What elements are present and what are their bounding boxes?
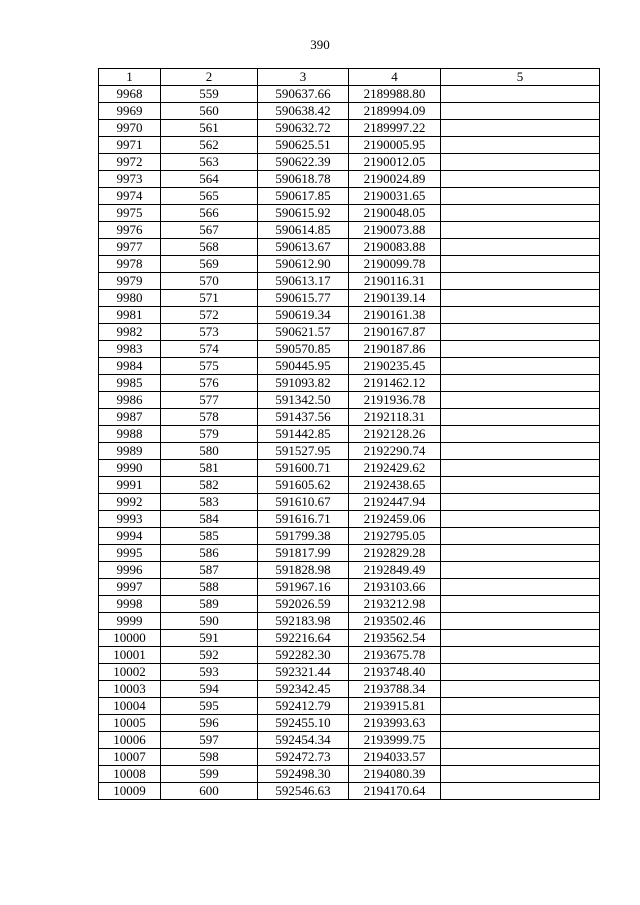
col-3-cell: 591442.85 (258, 426, 349, 443)
col-4-cell: 2193748.40 (349, 664, 441, 681)
col-1-cell: 10007 (99, 749, 161, 766)
col-1-cell: 9970 (99, 120, 161, 137)
col-5-cell (441, 358, 600, 375)
column-header-4: 4 (349, 69, 441, 86)
col-2-cell: 584 (161, 511, 258, 528)
col-4-cell: 2193212.98 (349, 596, 441, 613)
col-1-cell: 9993 (99, 511, 161, 528)
table-row (99, 579, 600, 596)
table-row (99, 154, 600, 171)
col-3-cell: 592321.44 (258, 664, 349, 681)
col-1-cell: 9984 (99, 358, 161, 375)
table-row (99, 732, 600, 749)
col-1-cell: 10006 (99, 732, 161, 749)
col-3-cell: 590570.85 (258, 341, 349, 358)
col-5-cell (441, 664, 600, 681)
col-2-cell: 574 (161, 341, 258, 358)
column-header-2: 2 (161, 69, 258, 86)
col-2-cell: 587 (161, 562, 258, 579)
col-3-cell: 590638.42 (258, 103, 349, 120)
page-number: 390 (310, 37, 330, 52)
col-4-cell: 2193103.66 (349, 579, 441, 596)
col-3-cell: 591600.71 (258, 460, 349, 477)
col-4-cell: 2194080.39 (349, 766, 441, 783)
col-4-cell: 2192447.94 (349, 494, 441, 511)
col-3-cell: 590615.77 (258, 290, 349, 307)
table-row (99, 290, 600, 307)
col-1-cell: 10003 (99, 681, 161, 698)
table-row (99, 341, 600, 358)
col-2-cell: 561 (161, 120, 258, 137)
col-4-cell: 2193788.34 (349, 681, 441, 698)
col-5-cell (441, 562, 600, 579)
table-row (99, 358, 600, 375)
col-3-cell: 591610.67 (258, 494, 349, 511)
col-2-cell: 578 (161, 409, 258, 426)
col-4-cell: 2190235.45 (349, 358, 441, 375)
col-5-cell (441, 290, 600, 307)
table-row (99, 409, 600, 426)
col-2-cell: 583 (161, 494, 258, 511)
col-4-cell: 2192459.06 (349, 511, 441, 528)
col-1-cell: 10009 (99, 783, 161, 800)
table-body (99, 69, 600, 800)
col-1-cell: 9994 (99, 528, 161, 545)
col-2-cell: 588 (161, 579, 258, 596)
col-3-cell: 590621.57 (258, 324, 349, 341)
col-5-cell (441, 681, 600, 698)
col-4-cell: 2192128.26 (349, 426, 441, 443)
col-1-cell: 9990 (99, 460, 161, 477)
col-3-cell: 591437.56 (258, 409, 349, 426)
col-4-cell: 2192429.62 (349, 460, 441, 477)
col-2-cell: 570 (161, 273, 258, 290)
col-3-cell: 591828.98 (258, 562, 349, 579)
col-4-cell: 2193562.54 (349, 630, 441, 647)
col-4-cell: 2190099.78 (349, 256, 441, 273)
table-row (99, 120, 600, 137)
col-2-cell: 571 (161, 290, 258, 307)
col-4-cell: 2193915.81 (349, 698, 441, 715)
col-3-cell: 592498.30 (258, 766, 349, 783)
col-1-cell: 9976 (99, 222, 161, 239)
table-row (99, 222, 600, 239)
col-3-cell: 592454.34 (258, 732, 349, 749)
col-4-cell: 2190012.05 (349, 154, 441, 171)
col-3-cell: 590622.39 (258, 154, 349, 171)
table-row (99, 426, 600, 443)
col-5-cell (441, 409, 600, 426)
table-header-row (99, 69, 600, 86)
table-row (99, 698, 600, 715)
table-row (99, 613, 600, 630)
col-4-cell: 2190139.14 (349, 290, 441, 307)
col-1-cell: 9988 (99, 426, 161, 443)
col-5-cell (441, 630, 600, 647)
col-1-cell: 9969 (99, 103, 161, 120)
col-2-cell: 568 (161, 239, 258, 256)
col-1-cell: 9981 (99, 307, 161, 324)
table-row (99, 443, 600, 460)
col-3-cell: 591799.38 (258, 528, 349, 545)
table-row (99, 188, 600, 205)
col-1-cell: 9997 (99, 579, 161, 596)
table-row (99, 137, 600, 154)
col-3-cell: 590617.85 (258, 188, 349, 205)
column-header-3: 3 (258, 69, 349, 86)
col-5-cell (441, 749, 600, 766)
col-2-cell: 600 (161, 783, 258, 800)
col-2-cell: 589 (161, 596, 258, 613)
table-row (99, 528, 600, 545)
col-2-cell: 565 (161, 188, 258, 205)
col-4-cell: 2190116.31 (349, 273, 441, 290)
col-4-cell: 2192290.74 (349, 443, 441, 460)
col-2-cell: 598 (161, 749, 258, 766)
col-4-cell: 2190083.88 (349, 239, 441, 256)
col-3-cell: 590613.17 (258, 273, 349, 290)
col-3-cell: 590632.72 (258, 120, 349, 137)
col-5-cell (441, 137, 600, 154)
col-4-cell: 2192438.65 (349, 477, 441, 494)
col-3-cell: 590618.78 (258, 171, 349, 188)
col-5-cell (441, 477, 600, 494)
table-row (99, 715, 600, 732)
col-1-cell: 9978 (99, 256, 161, 273)
column-header-5: 5 (441, 69, 600, 86)
table-row (99, 494, 600, 511)
table-row (99, 783, 600, 800)
col-2-cell: 575 (161, 358, 258, 375)
col-3-cell: 592472.73 (258, 749, 349, 766)
col-4-cell: 2190005.95 (349, 137, 441, 154)
col-5-cell (441, 205, 600, 222)
col-3-cell: 592412.79 (258, 698, 349, 715)
col-4-cell: 2192829.28 (349, 545, 441, 562)
col-2-cell: 572 (161, 307, 258, 324)
table-row (99, 239, 600, 256)
col-5-cell (441, 783, 600, 800)
col-1-cell: 9973 (99, 171, 161, 188)
col-5-cell (441, 307, 600, 324)
col-2-cell: 581 (161, 460, 258, 477)
table-row (99, 664, 600, 681)
col-2-cell: 579 (161, 426, 258, 443)
col-4-cell: 2190167.87 (349, 324, 441, 341)
col-3-cell: 592026.59 (258, 596, 349, 613)
col-2-cell: 559 (161, 86, 258, 103)
col-4-cell: 2189994.09 (349, 103, 441, 120)
col-2-cell: 590 (161, 613, 258, 630)
table-row (99, 375, 600, 392)
col-5-cell (441, 341, 600, 358)
table-row (99, 205, 600, 222)
col-4-cell: 2193675.78 (349, 647, 441, 664)
col-3-cell: 590637.66 (258, 86, 349, 103)
col-2-cell: 566 (161, 205, 258, 222)
col-2-cell: 593 (161, 664, 258, 681)
col-3-cell: 591093.82 (258, 375, 349, 392)
col-5-cell (441, 188, 600, 205)
col-2-cell: 560 (161, 103, 258, 120)
col-4-cell: 2193502.46 (349, 613, 441, 630)
col-4-cell: 2190024.89 (349, 171, 441, 188)
col-3-cell: 592342.45 (258, 681, 349, 698)
col-2-cell: 591 (161, 630, 258, 647)
col-5-cell (441, 120, 600, 137)
col-2-cell: 580 (161, 443, 258, 460)
col-1-cell: 9974 (99, 188, 161, 205)
col-2-cell: 564 (161, 171, 258, 188)
col-1-cell: 10002 (99, 664, 161, 681)
col-1-cell: 9992 (99, 494, 161, 511)
col-4-cell: 2192849.49 (349, 562, 441, 579)
table-row (99, 324, 600, 341)
col-4-cell: 2193993.63 (349, 715, 441, 732)
col-4-cell: 2192118.31 (349, 409, 441, 426)
col-5-cell (441, 392, 600, 409)
col-2-cell: 567 (161, 222, 258, 239)
col-1-cell: 9989 (99, 443, 161, 460)
col-5-cell (441, 154, 600, 171)
table-row (99, 596, 600, 613)
col-2-cell: 577 (161, 392, 258, 409)
col-3-cell: 592216.64 (258, 630, 349, 647)
col-5-cell (441, 511, 600, 528)
col-4-cell: 2191462.12 (349, 375, 441, 392)
col-5-cell (441, 324, 600, 341)
col-4-cell: 2194170.64 (349, 783, 441, 800)
col-3-cell: 590619.34 (258, 307, 349, 324)
col-3-cell: 591605.62 (258, 477, 349, 494)
col-3-cell: 592183.98 (258, 613, 349, 630)
table-row (99, 562, 600, 579)
col-2-cell: 599 (161, 766, 258, 783)
col-1-cell: 9987 (99, 409, 161, 426)
col-2-cell: 582 (161, 477, 258, 494)
col-3-cell: 591527.95 (258, 443, 349, 460)
col-2-cell: 597 (161, 732, 258, 749)
col-2-cell: 596 (161, 715, 258, 732)
col-2-cell: 562 (161, 137, 258, 154)
col-2-cell: 595 (161, 698, 258, 715)
col-3-cell: 590615.92 (258, 205, 349, 222)
col-5-cell (441, 528, 600, 545)
col-4-cell: 2189988.80 (349, 86, 441, 103)
col-5-cell (441, 647, 600, 664)
col-5-cell (441, 460, 600, 477)
col-5-cell (441, 732, 600, 749)
col-2-cell: 594 (161, 681, 258, 698)
col-3-cell: 591817.99 (258, 545, 349, 562)
table-row (99, 749, 600, 766)
col-5-cell (441, 596, 600, 613)
col-4-cell: 2189997.22 (349, 120, 441, 137)
column-header-1: 1 (99, 69, 161, 86)
table-row (99, 86, 600, 103)
col-3-cell: 590445.95 (258, 358, 349, 375)
table-row (99, 103, 600, 120)
col-2-cell: 592 (161, 647, 258, 664)
col-4-cell: 2190048.05 (349, 205, 441, 222)
col-5-cell (441, 222, 600, 239)
col-4-cell: 2190161.38 (349, 307, 441, 324)
col-1-cell: 9968 (99, 86, 161, 103)
col-4-cell: 2190073.88 (349, 222, 441, 239)
col-1-cell: 9998 (99, 596, 161, 613)
col-3-cell: 590612.90 (258, 256, 349, 273)
col-3-cell: 591967.16 (258, 579, 349, 596)
col-1-cell: 10004 (99, 698, 161, 715)
col-3-cell: 591616.71 (258, 511, 349, 528)
table-row (99, 392, 600, 409)
col-4-cell: 2194033.57 (349, 749, 441, 766)
col-1-cell: 9996 (99, 562, 161, 579)
col-5-cell (441, 698, 600, 715)
col-1-cell: 9983 (99, 341, 161, 358)
table-row (99, 256, 600, 273)
col-4-cell: 2190187.86 (349, 341, 441, 358)
table-row (99, 307, 600, 324)
table-row (99, 545, 600, 562)
col-5-cell (441, 545, 600, 562)
table-row (99, 273, 600, 290)
col-1-cell: 10000 (99, 630, 161, 647)
col-2-cell: 573 (161, 324, 258, 341)
col-5-cell (441, 579, 600, 596)
table-row (99, 460, 600, 477)
col-3-cell: 592455.10 (258, 715, 349, 732)
col-5-cell (441, 171, 600, 188)
col-1-cell: 9971 (99, 137, 161, 154)
col-5-cell (441, 443, 600, 460)
col-1-cell: 9980 (99, 290, 161, 307)
col-1-cell: 10005 (99, 715, 161, 732)
col-5-cell (441, 103, 600, 120)
col-5-cell (441, 426, 600, 443)
col-1-cell: 9982 (99, 324, 161, 341)
col-1-cell: 9975 (99, 205, 161, 222)
col-1-cell: 9991 (99, 477, 161, 494)
col-1-cell: 10008 (99, 766, 161, 783)
table-row (99, 171, 600, 188)
table-row (99, 477, 600, 494)
col-2-cell: 586 (161, 545, 258, 562)
col-4-cell: 2192795.05 (349, 528, 441, 545)
col-1-cell: 9995 (99, 545, 161, 562)
col-2-cell: 569 (161, 256, 258, 273)
col-1-cell: 9979 (99, 273, 161, 290)
col-5-cell (441, 375, 600, 392)
col-1-cell: 10001 (99, 647, 161, 664)
col-2-cell: 576 (161, 375, 258, 392)
col-5-cell (441, 239, 600, 256)
coordinates-table (98, 68, 600, 800)
table-row (99, 647, 600, 664)
col-3-cell: 590614.85 (258, 222, 349, 239)
col-3-cell: 592282.30 (258, 647, 349, 664)
table-row (99, 681, 600, 698)
col-2-cell: 585 (161, 528, 258, 545)
col-4-cell: 2190031.65 (349, 188, 441, 205)
col-5-cell (441, 494, 600, 511)
col-5-cell (441, 766, 600, 783)
col-1-cell: 9986 (99, 392, 161, 409)
col-3-cell: 591342.50 (258, 392, 349, 409)
col-4-cell: 2193999.75 (349, 732, 441, 749)
col-5-cell (441, 86, 600, 103)
table-row (99, 766, 600, 783)
col-2-cell: 563 (161, 154, 258, 171)
col-5-cell (441, 273, 600, 290)
col-3-cell: 590613.67 (258, 239, 349, 256)
table-row (99, 630, 600, 647)
col-5-cell (441, 256, 600, 273)
col-1-cell: 9977 (99, 239, 161, 256)
col-5-cell (441, 715, 600, 732)
col-1-cell: 9999 (99, 613, 161, 630)
col-5-cell (441, 613, 600, 630)
col-4-cell: 2191936.78 (349, 392, 441, 409)
col-1-cell: 9972 (99, 154, 161, 171)
table-row (99, 511, 600, 528)
col-1-cell: 9985 (99, 375, 161, 392)
col-3-cell: 590625.51 (258, 137, 349, 154)
col-3-cell: 592546.63 (258, 783, 349, 800)
